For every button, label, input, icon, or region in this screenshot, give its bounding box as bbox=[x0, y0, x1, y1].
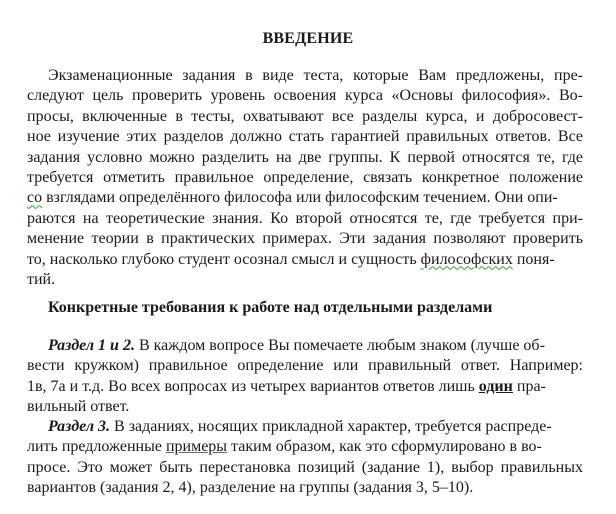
section-line bbox=[27, 377, 583, 397]
section-1-2-paragraph bbox=[27, 336, 583, 418]
intro-line: требуется отметить правильное определение, связать конкретное положение bbox=[27, 168, 583, 186]
section-line-text: В заданиях, носящих прикладной характер, требуется распреде- bbox=[110, 418, 552, 435]
intro-line-text: взглядами определённого философа или философским течением. Они опи- bbox=[42, 189, 558, 207]
section-line: вести кружком) правильное определение или правильный ответ. Например: bbox=[27, 357, 583, 375]
intro-line-text: поня- bbox=[512, 250, 555, 268]
intro-line-text: то, насколько глубоко студент осознал смысл и сущность bbox=[27, 250, 421, 268]
requirements-heading: Конкретные требования к работе над отдельными разделами bbox=[48, 299, 493, 316]
intro-line: ное изучение этих разделов должно стать гарантией правильных ответов. Все bbox=[27, 128, 583, 146]
intro-line: задания условно можно разделить на две группы. К первой относятся те, где bbox=[27, 148, 583, 166]
intro-line: менение теории в практических примерах. Эти задания позволяют проверить bbox=[27, 230, 583, 248]
section-line-text: пра- bbox=[512, 377, 546, 395]
section-line-text: 1в, 7а и т.д. Во всех вопросах из четырех вариантов ответов лишь bbox=[27, 377, 479, 395]
intro-line: следуют цель проверить уровень освоения курса «Основы философия». Во- bbox=[27, 87, 583, 105]
section-line bbox=[27, 437, 583, 457]
intro-line: раются на теоретические знания. Ко второй относятся те, где требуется при- bbox=[27, 209, 583, 227]
section-line: вильный ответ. bbox=[27, 398, 130, 416]
section-3-paragraph bbox=[27, 417, 583, 499]
section-line bbox=[27, 336, 583, 356]
intro-line bbox=[27, 188, 583, 208]
section-line: просе. Это может быть перестановка позиций (задание 1), выбор правильных bbox=[27, 458, 583, 476]
spellcheck-underline-word: со bbox=[27, 189, 43, 207]
section-line: вариантов (задания 2, 4), разделение на группы (задания 3, 5–10). bbox=[27, 479, 474, 497]
section-line-text: В каждом вопросе Вы помечаете любым знаком (лучше об- bbox=[134, 337, 545, 354]
intro-line: тий. bbox=[27, 270, 56, 288]
intro-paragraph bbox=[27, 66, 583, 290]
page-title: ВВЕДЕНИЕ bbox=[262, 30, 354, 47]
section-line-text: таким образом, как это сформулировано в во- bbox=[227, 438, 542, 456]
intro-line bbox=[27, 250, 583, 270]
intro-line: Экзаменационные задания в виде теста, которые Вам предложены, пре- bbox=[48, 67, 583, 84]
section-label: Раздел 3. bbox=[48, 418, 111, 435]
spellcheck-underline-word: философских bbox=[420, 250, 513, 268]
section-label: Раздел 1 и 2. bbox=[48, 337, 135, 354]
section-line-text: лить предложенные bbox=[27, 438, 166, 456]
underlined-word: примеры bbox=[165, 438, 228, 456]
section-line bbox=[27, 417, 583, 437]
intro-line: просы, включенные в тесты, охватывают все разделы курса, и добросовест- bbox=[27, 107, 583, 125]
emphasized-word: один bbox=[478, 377, 513, 395]
